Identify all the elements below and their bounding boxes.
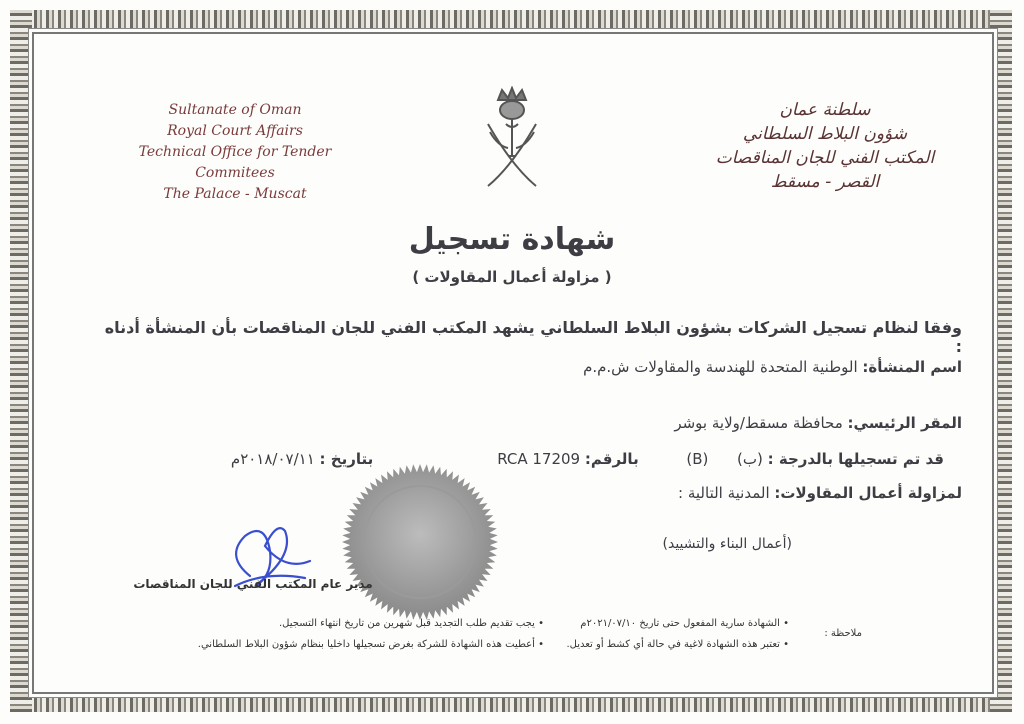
registration-number-label: بالرقم: bbox=[584, 450, 639, 468]
registration-grade-value: (ب) bbox=[737, 450, 763, 468]
en-line-location: The Palace - Muscat bbox=[163, 186, 307, 202]
note-validity: • الشهادة سارية المفعول حتى تاريخ ٢٠٢١/٠٧/١٠م bbox=[580, 618, 789, 629]
registration-grade-latin: (B) bbox=[686, 450, 709, 468]
establishment-name-label: اسم المنشأة: bbox=[862, 358, 962, 376]
note-purpose: • أعطيت هذه الشهادة للشركة بغرض تسجيلها داخليا بنظام شؤون البلاط السلطاني. bbox=[197, 639, 544, 650]
certificate-subtitle: ( مزاولة أعمال المقاولات ) bbox=[412, 268, 612, 286]
en-line-department: Royal Court Affairs bbox=[167, 123, 303, 139]
ar-line-department: شؤون البلاط السلطاني bbox=[742, 124, 908, 144]
arabic-letterhead bbox=[700, 98, 950, 194]
ar-line-location: القصر - مسقط bbox=[770, 172, 880, 192]
intro-statement: وفقا لنظام تسجيل الشركات بشؤون البلاط السلطاني يشهد المكتب الفني للجان المناقصات بأن المنشأة أدناه : bbox=[104, 318, 962, 356]
notes-label: ملاحظة : bbox=[824, 628, 862, 639]
activity-value: المدنية التالية : bbox=[678, 484, 770, 502]
note-renewal: • يجب تقديم طلب التجديد قبل شهرين من تاريخ انتهاء التسجيل. bbox=[278, 618, 544, 629]
ar-line-office: المكتب الفني للجان المناقصات bbox=[715, 148, 935, 168]
headquarters-value: محافظة مسقط/ولاية بوشر bbox=[674, 414, 843, 432]
certificate-title: شهادة تسجيل bbox=[408, 222, 616, 257]
headquarters-row bbox=[262, 414, 962, 432]
ar-line-country: سلطنة عمان bbox=[779, 100, 871, 120]
headquarters-label: المقر الرئيسي: bbox=[847, 414, 962, 432]
signatory-title: مدير عام المكتب الفني للجان المناقصات bbox=[133, 577, 373, 591]
decorative-border-left bbox=[10, 10, 32, 712]
en-line-office: Technical Office for Tender Commitees bbox=[138, 144, 332, 181]
oman-emblem-icon bbox=[478, 86, 546, 196]
en-line-country: Sultanate of Oman bbox=[168, 102, 302, 118]
activity-label: لمزاولة أعمال المقاولات: bbox=[774, 484, 962, 502]
registration-grade-label: قد تم تسجيلها بالدرجة : bbox=[767, 450, 944, 468]
official-seal-icon bbox=[340, 462, 500, 622]
note-void-if-altered: • تعتبر هذه الشهادة لاغية في حالة أي كشط أو تعديل. bbox=[566, 639, 789, 650]
english-letterhead bbox=[100, 100, 370, 205]
works-description: (أعمال البناء والتشييد) bbox=[662, 536, 792, 552]
registration-number-value: RCA 17209 bbox=[497, 450, 581, 468]
registration-date-value: ٢٠١٨/٠٧/١١م bbox=[230, 450, 315, 468]
establishment-name-row bbox=[262, 358, 962, 376]
establishment-name-value: الوطنية المتحدة للهندسة والمقاولات ش.م.م bbox=[583, 358, 858, 376]
registration-date-label: بتاريخ : bbox=[319, 450, 374, 468]
